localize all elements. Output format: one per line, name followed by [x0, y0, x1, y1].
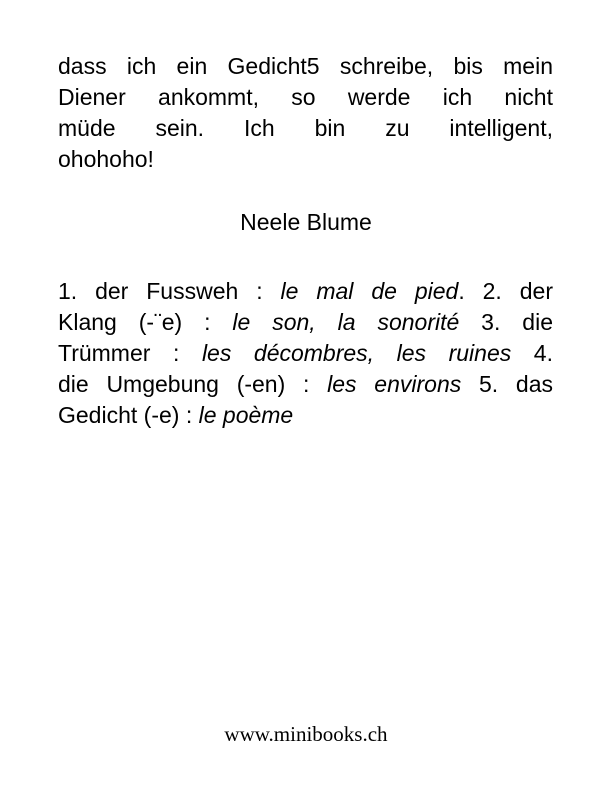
story-line: Diener ankommt, so werde ich nicht: [58, 84, 553, 110]
footer-url: www.minibooks.ch: [224, 722, 388, 746]
story-line: müde sein. Ich bin zu intelligent,: [58, 115, 553, 141]
story-line: ohohoho!: [58, 146, 154, 172]
glossary-translation: le son, la sonorité: [232, 309, 460, 335]
glossary-term: Gedicht (-e) :: [58, 402, 199, 428]
story-line: dass ich ein Gedicht5 schreibe, bis mein: [58, 53, 553, 79]
glossary-translation: les environs: [327, 371, 462, 397]
glossary-line: [58, 276, 553, 307]
glossary-line: [58, 369, 553, 400]
glossary: [58, 276, 553, 431]
glossary-term: Klang (-¨e) :: [58, 309, 233, 335]
glossary-term: 3. die: [459, 309, 553, 335]
glossary-term: Trümmer :: [58, 340, 202, 366]
glossary-translation: les décombres, les ruines: [201, 340, 512, 366]
glossary-translation: le mal de pied: [280, 278, 459, 304]
story-paragraph: [58, 51, 553, 175]
glossary-term: . 2. der: [458, 278, 553, 304]
glossary-translation: le poème: [198, 402, 294, 428]
glossary-line: [58, 400, 553, 431]
glossary-line: [58, 307, 553, 338]
glossary-term: 4.: [511, 340, 553, 366]
glossary-line: [58, 338, 553, 369]
glossary-term: 1. der Fussweh :: [58, 278, 281, 304]
glossary-term: die Umgebung (-en) :: [58, 371, 328, 397]
author-name: Neele Blume: [240, 209, 372, 235]
glossary-term: 5. das: [461, 371, 554, 397]
